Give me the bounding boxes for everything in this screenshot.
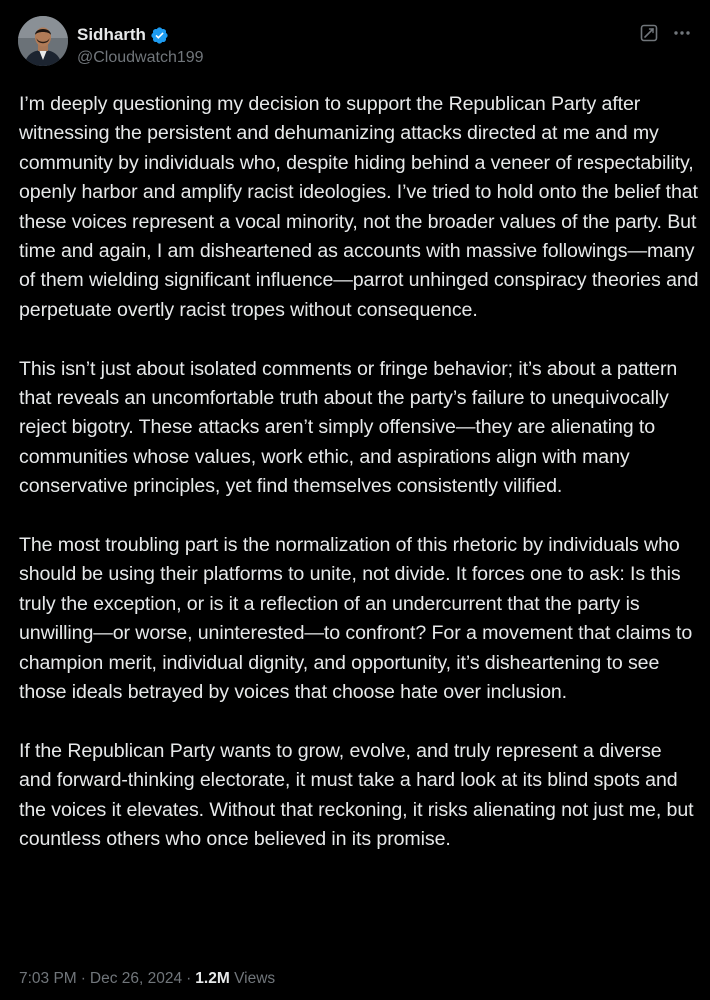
meta-separator: · (186, 970, 192, 987)
post-header (18, 16, 692, 74)
post-actions (640, 24, 692, 47)
more-icon[interactable] (672, 24, 692, 47)
meta-separator: · (80, 970, 86, 987)
handle[interactable]: @Cloudwatch199 (77, 49, 204, 66)
views-label: Views (234, 970, 276, 987)
post-paragraph: I’m deeply questioning my decision to support the Republican Party after witnessing the persistent and dehumanizing attacks directed at me and my community by individuals who, despite hiding behind a veneer of respectability, openly harbor and amplify racist ideologies. I’ve tried to hold onto the belief that these voices represent a vocal minority, not the broader values of the party. But time and again, I am disheartened as accounts with massive followings—many of them wielding significant influence—parrot unhinged conspiracy theories and perpetuate overtly racist tropes without consequence. (19, 93, 704, 321)
post-paragraph: The most troubling part is the normalization of this rhetoric by individuals who should be using their platforms to unite, not divide. It forces one to ask: Is this truly the exception, or is it a reflection of an undercurrent that the party is unwilling—or worse, uninterested—to confront? For a movement that claims to champion merit, individual dignity, and opportunity, it’s disheartening to see those ideals betrayed by voices that choose hate over inclusion. (19, 534, 698, 704)
post-text (19, 90, 704, 855)
post-paragraph: If the Republican Party wants to grow, evolve, and truly represent a diverse and forward-thinking electorate, it must take a hard look at its blind spots and the voices it elevates. Without that reckoning, it risks alienating not just me, but countless others who once believed in its promise. (19, 739, 699, 851)
avatar[interactable] (18, 16, 68, 66)
post-paragraph: This isn’t just about isolated comments or fringe behavior; it’s about a pattern that reveals an uncomfortable truth about the party’s failure to unequivocally reject bigotry. These attacks aren’t simply offensive—they are alienating to communities whose values, work ethic, and aspirations align with many conservative principles, yet find themselves consistently vilified. (19, 357, 683, 498)
profile-photo (18, 16, 68, 66)
post-date[interactable]: Dec 26, 2024 (89, 970, 183, 987)
display-name[interactable]: Sidharth (77, 25, 146, 44)
grok-icon[interactable] (640, 24, 658, 47)
post-time[interactable]: 7:03 PM (19, 970, 77, 987)
views-count[interactable]: 1.2M (195, 970, 230, 987)
post-meta (19, 968, 275, 990)
verified-badge-icon[interactable] (150, 26, 169, 45)
author-info (77, 24, 204, 69)
name-row (77, 24, 204, 46)
